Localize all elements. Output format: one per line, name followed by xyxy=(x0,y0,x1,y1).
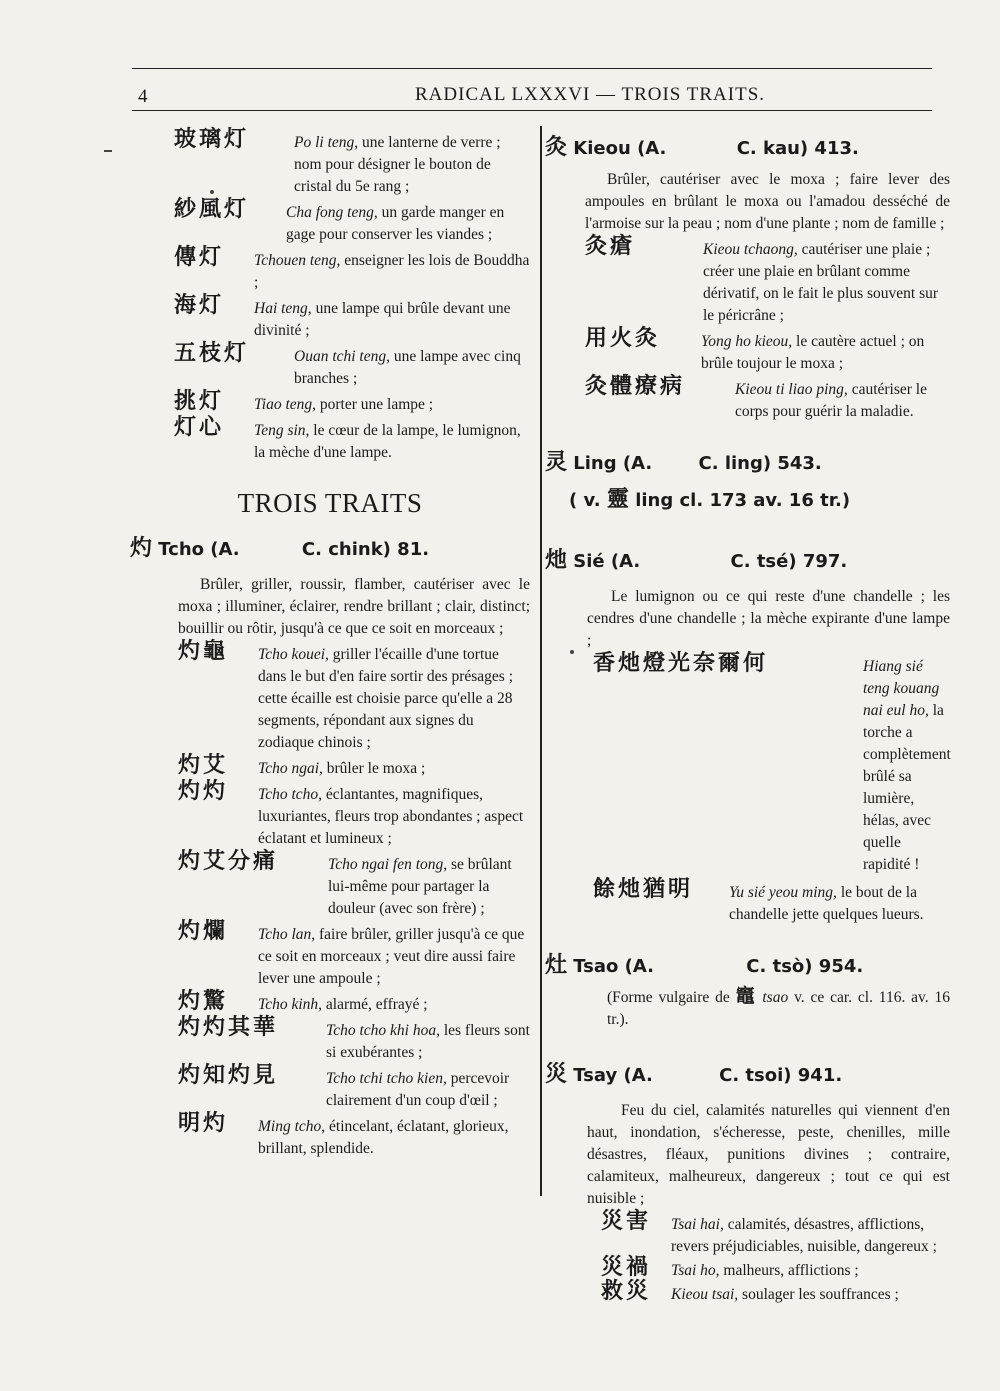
right-column xyxy=(545,130,950,1306)
definition-sie: Le lumignon ou ce qui reste d'une chandelle ; les cendres d'une chandelle ; la mèche expirante d'une lampe ; xyxy=(587,588,950,649)
subentry-transcription: Cha fong teng, xyxy=(286,204,378,221)
subentry xyxy=(178,639,530,754)
headword-ling xyxy=(545,445,950,476)
sie-subentries xyxy=(545,651,951,926)
subentry xyxy=(174,127,530,198)
variant-suffix: ling cl. 173 av. 16 tr.) xyxy=(635,490,851,511)
subentry-han: 灸瘡 xyxy=(585,234,636,259)
subentry-transcription: Tsai ho, xyxy=(671,1262,720,1279)
headword-han: 災 xyxy=(545,1062,568,1087)
subentry-text: une lanterne de verre ; nom pour désigner le bouton de cristal du 5e rang ; xyxy=(294,134,501,195)
subentry-transcription: Kieou tsai, xyxy=(671,1286,739,1303)
section-title: TROIS TRAITS xyxy=(237,488,423,518)
subentry-text: soulager les souffrances ; xyxy=(742,1286,899,1303)
subentry xyxy=(601,1209,950,1258)
subentry-transcription: Tcho kinh, xyxy=(258,996,323,1013)
subentry-transcription: Yu sié yeou ming, xyxy=(729,884,837,901)
subentry-han: 傳灯 xyxy=(174,245,225,270)
subentry-transcription: Kieou ti liao ping, xyxy=(735,381,848,398)
headword-romanization: Tcho (A. xyxy=(158,539,240,560)
subentry xyxy=(178,989,530,1016)
subentry-text: étincelant, éclatant, glorieux, brillant, splendide. xyxy=(258,1118,509,1157)
headword-reference: C. chink) 81. xyxy=(301,539,430,560)
subentry-transcription: Po li teng, xyxy=(294,134,359,151)
subentry-text: les fleurs sont si exubérantes ; xyxy=(326,1022,530,1061)
subentry-han: 香灺燈光奈爾何 xyxy=(593,651,769,676)
subentry-transcription: Tcho ngai fen tong, xyxy=(328,856,448,873)
subentry-text: percevoir clairement d'un coup d'œil ; xyxy=(326,1070,510,1109)
subentry-transcription: Teng sin, xyxy=(254,422,310,439)
subentry xyxy=(178,1063,530,1112)
subentry-text: le cœur de la lampe, le lumignon, la mèche d'une lampe. xyxy=(254,422,521,461)
ling-variant xyxy=(569,482,950,513)
headword-romanization: Ling (A. xyxy=(573,453,653,474)
ink-mark xyxy=(104,150,112,152)
subentry-han: 灼知灼見 xyxy=(178,1063,279,1088)
subentry-han: 灼灼其華 xyxy=(178,1015,279,1040)
subentry xyxy=(174,415,530,464)
ink-speck xyxy=(570,650,574,654)
subentry-transcription: Hai teng, xyxy=(254,300,312,317)
note-transcription: tsao xyxy=(762,989,789,1006)
note-suffix: v. ce car. cl. 116. av. 16 tr.). xyxy=(607,989,951,1028)
subentry-text: faire brûler, griller jusqu'à ce que ce soit en morceaux ; veut dire aussi faire lever une ampoule ; xyxy=(258,926,525,987)
subentry-text: se brûlant lui-même pour partager la douleur (avec son frère) ; xyxy=(328,856,512,917)
subentry xyxy=(178,849,530,920)
tsay-subentries xyxy=(545,1209,950,1306)
subentry xyxy=(174,341,530,390)
subentry xyxy=(174,245,530,294)
subentry-han: 五枝灯 xyxy=(174,341,250,366)
subentry-han: 灼艾分痛 xyxy=(178,849,279,874)
subentry-transcription: Kieou tchaong, xyxy=(703,241,798,258)
subentry-text: le cautère actuel ; on brûle toujour le moxa ; xyxy=(701,333,925,372)
subentry-han: 海灯 xyxy=(174,293,225,318)
subentry xyxy=(593,651,951,876)
subentry-text: alarmé, effrayé ; xyxy=(325,996,428,1013)
subentry-han: 灸體療病 xyxy=(585,374,686,399)
note-han: 竈 xyxy=(735,985,757,1007)
subentry xyxy=(174,197,530,246)
subentry xyxy=(174,293,530,342)
headword-romanization: Tsay (A. xyxy=(573,1065,653,1086)
headword-tsao xyxy=(545,948,950,979)
headword-han: 灼 xyxy=(130,536,153,561)
headword-reference: C. tsoi) 941. xyxy=(719,1065,843,1086)
kieou-subentries xyxy=(545,234,950,423)
subentry-han: 用火灸 xyxy=(585,326,661,351)
subentry xyxy=(585,234,950,327)
subentry-transcription: Tcho ngai, xyxy=(258,760,323,777)
subentry-transcription: Tcho kouei, xyxy=(258,646,329,663)
headword-tcho xyxy=(130,531,530,562)
subentry-han: 灼灼 xyxy=(178,779,229,804)
subentry-text: brûler le moxa ; xyxy=(326,760,426,777)
subentry-transcription: Hiang sié teng kouang nai eul ho, xyxy=(863,658,940,719)
headword-romanization: Sié (A. xyxy=(573,551,641,572)
tsao-note xyxy=(607,985,950,1031)
subentry-text: griller l'écaille d'une tortue dans le but d'en faire sortir des présages ; cette écaille est choisie parce qu'elle a 28 segments, répondant aux signes du zodiaque chinois ; xyxy=(258,646,514,751)
subentry-transcription: Tcho tcho, xyxy=(258,786,323,803)
subentry-transcription: Yong ho kieou, xyxy=(701,333,793,350)
headword-han: 灺 xyxy=(545,548,568,573)
headword-kieou xyxy=(545,130,950,161)
headword-romanization: Kieou (A. xyxy=(573,138,667,159)
subentry-text: un garde manger en gage pour conserver les viandes ; xyxy=(286,204,505,243)
subentry-han: 挑灯 xyxy=(174,389,225,414)
subentry xyxy=(601,1279,950,1306)
subentry xyxy=(178,1015,530,1064)
headword-reference: C. ling) 543. xyxy=(698,453,822,474)
subentry xyxy=(585,326,950,375)
subentry-text: le bout de la chandelle jette quelques lueurs. xyxy=(729,884,924,923)
definition-kieou: Brûler, cautériser avec le moxa ; faire lever des ampoules en brûlant le moxa ou l'amadou desséché de l'armoise sur la peau ; nom d'une plante ; nom de famille ; xyxy=(585,171,950,232)
column-divider xyxy=(540,126,542,1196)
subentry xyxy=(174,389,530,416)
subentry-text: calamités, désastres, afflictions, revers préjudiciables, nuisible, dangereux ; xyxy=(671,1216,937,1255)
subentry-han: 餘灺猶明 xyxy=(593,877,694,902)
tcho-subentries xyxy=(130,639,530,1160)
subentry-han: 灼艾 xyxy=(178,753,229,778)
subentry-transcription: Ming tcho, xyxy=(258,1118,326,1135)
subentry-text: cautériser une plaie ; créer une plaie en brûlant comme dérivatif, on le fait le plus souvent sur le péricrâne ; xyxy=(703,241,939,324)
subentry-han: 灼爛 xyxy=(178,919,229,944)
subentry-han: 救災 xyxy=(601,1279,652,1304)
variant-prefix: ( v. xyxy=(569,490,601,511)
subentry-transcription: Tiao teng, xyxy=(254,396,317,413)
left-column xyxy=(130,127,530,1160)
subentry-han: 灼驚 xyxy=(178,989,229,1014)
subentry xyxy=(178,753,530,780)
headword-romanization: Tsao (A. xyxy=(573,956,655,977)
subentry-transcription: Tcho tchi tcho kien, xyxy=(326,1070,447,1087)
subentry xyxy=(178,779,530,850)
headword-tsay xyxy=(545,1057,950,1088)
definition-tsay: Feu du ciel, calamités naturelles qui viennent d'en haut, inondation, s'écheresse, peste, chenilles, mille désastres, fléaux, punitions divines ; contraire, calamiteux, malheureux, dangereux ; tout ce qui est nuisible ; xyxy=(587,1102,950,1207)
subentry xyxy=(593,877,950,926)
page-number: 4 xyxy=(138,86,148,107)
subentry-text: porter une lampe ; xyxy=(319,396,434,413)
running-title: RADICAL LXXXVI — TROIS TRAITS. xyxy=(415,84,766,105)
subentry-text: la torche a complètement brûlé sa lumière, hélas, avec quelle rapidité ! xyxy=(863,702,951,873)
ink-speck xyxy=(210,190,214,194)
left-top-subentries xyxy=(130,127,530,464)
subentry-han: 明灼 xyxy=(178,1111,229,1136)
subentry-han: 灯心 xyxy=(174,415,225,440)
headword-han: 灸 xyxy=(545,135,568,160)
subentry-text: une lampe avec cinq branches ; xyxy=(294,348,521,387)
headword-reference: C. tsò) 954. xyxy=(746,956,864,977)
subentry-han: 紗風灯 xyxy=(174,197,250,222)
subentry-han: 灼龜 xyxy=(178,639,229,664)
subentry-text: éclantantes, magnifiques, luxuriantes, fleurs trop abondantes ; aspect éclatant et lumineux ; xyxy=(258,786,524,847)
subentry-text: enseigner les lois de Bouddha ; xyxy=(254,252,530,291)
subentry-transcription: Tcho tcho khi hoa, xyxy=(326,1022,440,1039)
header-rule-bottom xyxy=(132,110,932,111)
header-rule-top xyxy=(132,68,932,69)
subentry-transcription: Tchouen teng, xyxy=(254,252,341,269)
note-prefix: (Forme vulgaire de xyxy=(607,989,730,1006)
subentry xyxy=(601,1255,950,1282)
subentry-transcription: Tsai hai, xyxy=(671,1216,724,1233)
subentry-han: 災害 xyxy=(601,1209,652,1234)
subentry-transcription: Ouan tchi teng, xyxy=(294,348,390,365)
headword-reference: C. tsé) 797. xyxy=(730,551,848,572)
subentry xyxy=(178,919,530,990)
headword-sie xyxy=(545,543,950,574)
subentry-han: 災禍 xyxy=(601,1255,652,1280)
subentry-text: cautériser le corps pour guérir la maladie. xyxy=(735,381,927,420)
headword-han: 灵 xyxy=(545,450,568,475)
subentry-text: une lampe qui brûle devant une divinité ; xyxy=(254,300,511,339)
headword-han: 灶 xyxy=(545,953,568,978)
headword-reference: C. kau) 413. xyxy=(736,138,859,159)
subentry xyxy=(585,374,950,423)
subentry xyxy=(178,1111,530,1160)
subentry-han: 玻璃灯 xyxy=(174,127,250,152)
definition-tcho: Brûler, griller, roussir, flamber, cautériser avec le moxa ; illuminer, éclairer, rendre brillant ; clair, distinct; bouillir ou rôtir, jusqu'à ce que ce soit en morceaux ; xyxy=(178,576,530,637)
variant-han: 靈 xyxy=(606,487,629,512)
subentry-transcription: Tcho lan, xyxy=(258,926,316,943)
subentry-text: malheurs, afflictions ; xyxy=(723,1262,859,1279)
